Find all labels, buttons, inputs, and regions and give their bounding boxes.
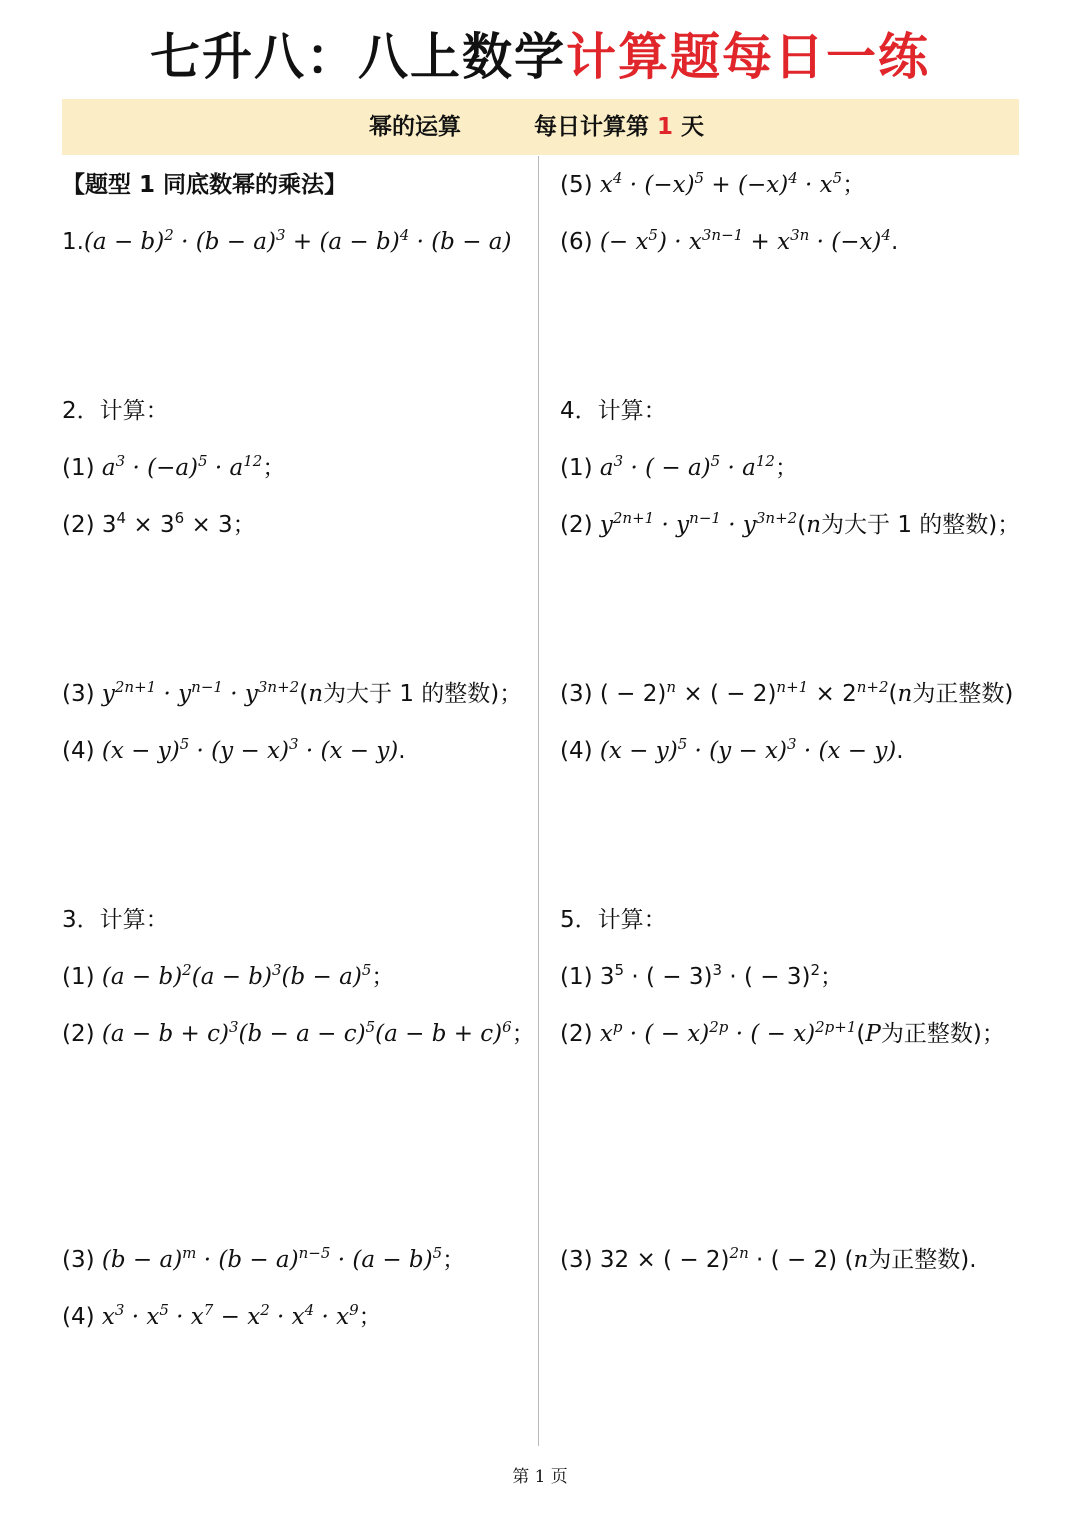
problem-2-3: (3) $y^{2n+1} \cdot y^{n-1} \cdot y^{3n+2}(n$为大于 1 的整数)； <box>62 678 523 707</box>
problem-5-1: (1) $3^5$ · ( − 3)$^3$ · ( − 3)$^2$； <box>560 961 843 990</box>
problem-1-6: (6) (− $x^5) \cdot x^{3n-1} + x^{3n} \cdot (-x)^4$. <box>560 226 899 255</box>
problem-3-3: (3) $(b - a)^m \cdot (b - a)^{n-5} \cdot (a - b)^5$； <box>62 1244 466 1273</box>
banner-day-prefix: 每日计算第 <box>534 114 658 140</box>
problem-5-2: (2) $x^p$ · ( − x)$^{2p}$ · ( − x)$^{2p+1}$(P为正整数)； <box>560 1018 1005 1047</box>
column-divider <box>538 156 539 1446</box>
banner-topic: 幂的运算 <box>369 114 461 140</box>
problem-4-title: 4．计算： <box>560 398 667 424</box>
problem-1-number: 1. <box>62 229 84 255</box>
title-red-part: 计算题每日一练 <box>566 27 930 86</box>
problem-1-5: (5) $x^4 \cdot (-x)^5 + (-x)^4 \cdot x^5$； <box>560 169 866 198</box>
problem-3-1: (1) $(a - b)^2(a - b)^3(b - a)^5$； <box>62 961 395 990</box>
section-heading: 【题型 1 同底数幂的乘法】 <box>62 172 348 198</box>
banner-day-number: 1 <box>657 114 674 140</box>
title-black-part: 七升八：八上数学 <box>150 27 566 86</box>
banner-day-suffix: 天 <box>673 114 705 140</box>
problem-2-1: (1) $a^3 \cdot (-a)^5 \cdot a^{12}$； <box>62 452 286 481</box>
problem-4-2: (2) $y^{2n+1} \cdot y^{n-1} \cdot y^{3n+2}(n$为大于 1 的整数)； <box>560 509 1021 538</box>
problem-3-4: (4) $x^3 \cdot x^5 \cdot x^7 - x^2 \cdot x^4 \cdot x^9$； <box>62 1301 382 1330</box>
problem-4-1: (1) $a^3$ · ( − $a)^5 \cdot a^{12}$； <box>560 452 798 481</box>
topic-banner <box>62 99 1019 155</box>
banner-day <box>534 99 704 155</box>
problem-4-3: (3) ( − 2)$^n$ × ( − $2)^{n+1} \times 2^{n+2}(n$为正整数) <box>560 678 1014 707</box>
problem-1: $1.(a - b)^2 \cdot (b - a)^3 + (a - b)^4 \cdot (b - a)$ <box>62 226 512 255</box>
problem-3-2: (2) $(a - b + c)^3(b - a - c)^5(a - b + c)^6$； <box>62 1018 535 1047</box>
problem-3-title: 3．计算： <box>62 907 169 933</box>
page-title <box>0 22 1080 92</box>
page-number: 第 1 页 <box>512 1467 568 1487</box>
problem-2-4: (4) $(x - y)^5 \cdot (y - x)^3 \cdot (x - y)$. <box>62 735 406 764</box>
problem-4-4: (4) $(x - y)^5 \cdot (y - x)^3 \cdot (x - y)$. <box>560 735 904 764</box>
problem-2-2: (2) $3^4 \times 3^6 \times 3$； <box>62 509 256 538</box>
problem-5-3: (3) 32 × ( − 2)$^{2n}$ · ( − 2) (n为正整数). <box>560 1244 977 1273</box>
problem-5-title: 5．计算： <box>560 907 667 933</box>
problem-2-title: 2．计算： <box>62 398 169 424</box>
